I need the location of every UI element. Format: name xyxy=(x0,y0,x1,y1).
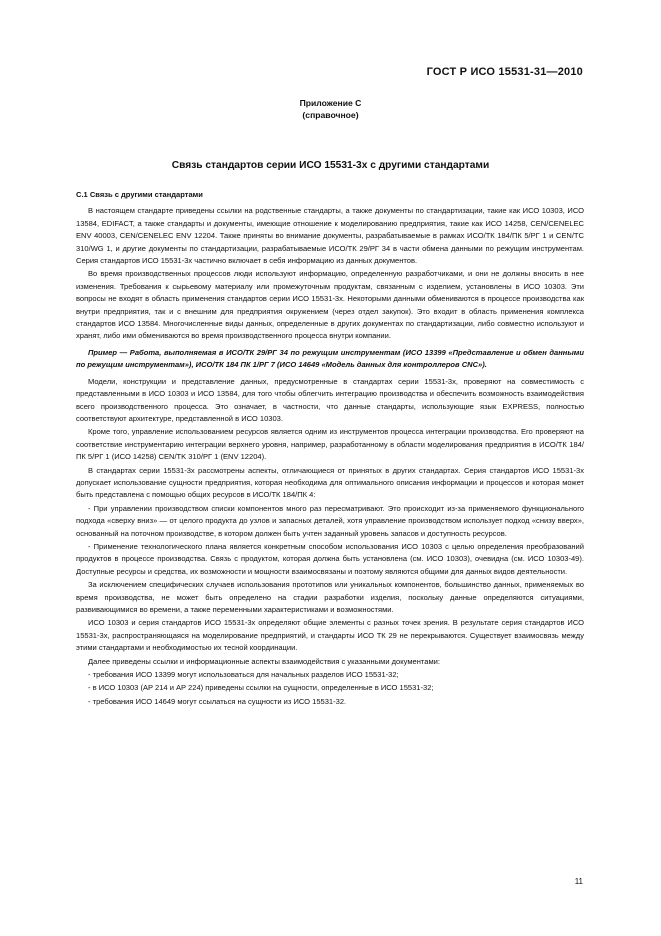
example-note: Пример — Работа, выполняемая в ИСО/ТК 29/РГ 34 по режущим инструментам (ИСО 13399 «Представление и обмен данными по режущим инструментам»), ИСО/ТК 184 ПК 1/РГ 7 (ИСО 14649 «Модель данных для контроллеров CNC»). xyxy=(76,347,584,370)
paragraph: Кроме того, управление использованием ресурсов является одним из инструментов процесса интеграции производства. Его проверяют на соответствие инструментарию интеграции верхнего уровня, например, разработанному в области моделирования предприятия в ИСО/ТК 184/ПК 5/РГ 1 (ИСО 14258) CEN/TK 310/РГ 1 (ENV 12204). xyxy=(76,427,584,462)
paragraph: ИСО 10303 и серия стандартов ИСО 15531-3x определяют общие элементы с разных точек зрения. В результате серия стандартов ИСО 15531-3x, распространяющаяся на моделирование предприятий, и стандарты ИСО ТК 29 не перекрываются. Существует взаимосвязь между этими стандартами и необходимостью их тесной координации. xyxy=(76,618,584,653)
paragraph: В настоящем стандарте приведены ссылки на родственные стандарты, а также документы по стандартизации, такие как ИСО 10303, ИСО 13584, EDIFACT, а также стандарты и документы, имеющие отношение к моделированию предприятия, такие как ИСО 14258, CEN/CENELEC ENV 40003, CEN/CENELEC ENV 12204. Также приняты во внимание документы, разрабатываемые в рамках ИСО/ТК 184/ПК 5/РГ 1 и CEN/TC 310/WG 1, и другие документы по стандартизации, разрабатываемые ИСО/ТК 29/РГ 34 в части обмена данными по режущим инструментам. Серия стандартов ИСО 15531-3x частично включает в себя информацию из данных документов. xyxy=(76,206,584,266)
standard-code: ГОСТ Р ИСО 15531-31—2010 xyxy=(426,66,583,78)
paragraph: За исключением специфических случаев использования прототипов или уникальных компонентов, большинство данных, применяемых во время производства, не может быть определено на стадии разработки изделия, поскольку данные определяются ситуациями, развивающимися во времени, а также переменными характеристиками и возможностями. xyxy=(76,580,584,614)
page-number: 11 xyxy=(574,877,583,886)
paragraph: В стандартах серии 15531-3x рассмотрены аспекты, отличающиеся от принятых в других стандартах. Серия стандартов ИСО 15531-3x допускает использование сущности предприятия, которая необходима для оптимального описания информации и процессов и которая может быть представлена с помощью общих ресурсов в ИСО/ТК 184/ПК 4: xyxy=(76,465,584,500)
annex-title: Приложение C xyxy=(299,98,362,108)
paragraph: Далее приведены ссылки и информационные аспекты взаимодействия с указанными документами: xyxy=(88,656,440,666)
list-item: - требования ИСО 13399 могут использоваться для начальных разделов ИСО 15531-32; xyxy=(88,670,399,680)
annex-subtitle: (справочное) xyxy=(302,110,359,120)
section-heading: C.1 Связь с другими стандартами xyxy=(76,190,203,199)
list-item: - Применение технологического плана является конкретным способом использования ИСО 10303 с целью определения преобразований продуктов в процессе производства. Связь с продуктом, которая должна быть установлена (см. ИСО 10303), очевидна (см. ИСО 10303-49). Доступные ресурсы и средства, их возможности и мощности взаимосвязаны и поэтому являются общими для данных видов деятельности. xyxy=(76,541,584,576)
paragraph: Модели, конструкции и представление данных, предусмотренные в стандартах серии 15531-3x, проверяют на совместимость с представленными в ИСО 10303 и ИСО 13584, для того чтобы облегчить интеграцию производства и обеспечить возможность взаимодействия всего производственного процесса. Это означает, в частности, что данные стандарты, использующие язык EXPRESS, полностью соответствуют архитектуре, представленной в ИСО 10303. xyxy=(76,376,584,423)
main-title: Связь стандартов серии ИСО 15531-3x с другими стандартами xyxy=(171,160,490,171)
body-text xyxy=(76,189,584,708)
list-item: - в ИСО 10303 (AP 214 и AP 224) приведены ссылки на сущности, определенные в ИСО 15531-32; xyxy=(88,683,434,693)
list-item: - требования ИСО 14649 могут ссылаться на сущности из ИСО 15531-32. xyxy=(88,696,347,706)
list-item: - При управлении производством списки компонентов много раз пересматривают. Это происходит из-за применяемого функционального подхода «сверху вниз» — от целого продукта до узлов и запасных деталей, хотя управление производством использует подход «снизу вверх», основанный на поточном производстве, в котором должен быть учтен заданный уровень запасов и доступность ресурсов. xyxy=(76,503,584,538)
paragraph: Во время производственных процессов люди используют информацию, определенную разработчиками, и они не должны вносить в нее изменения. Требования к сырьевому материалу или промежуточным продуктам, связанным с изделием, установлены в ИСО 10303. Эти вопросы не входят в область применения стандартов серии ИСО 15531-3x. Некоторыми данными обмениваются в процессе производства как внутри предприятия, так и с внешним для предприятия окружением (через отдел закупок). Это входит в область применения комплекса стандартов ИСО 13584. Многочисленные виды данных, определенные в других документах по стандартизации, либо совместно используют и хранят, либо ими обмениваются во время производственного процесса внутри компании. xyxy=(76,269,584,341)
